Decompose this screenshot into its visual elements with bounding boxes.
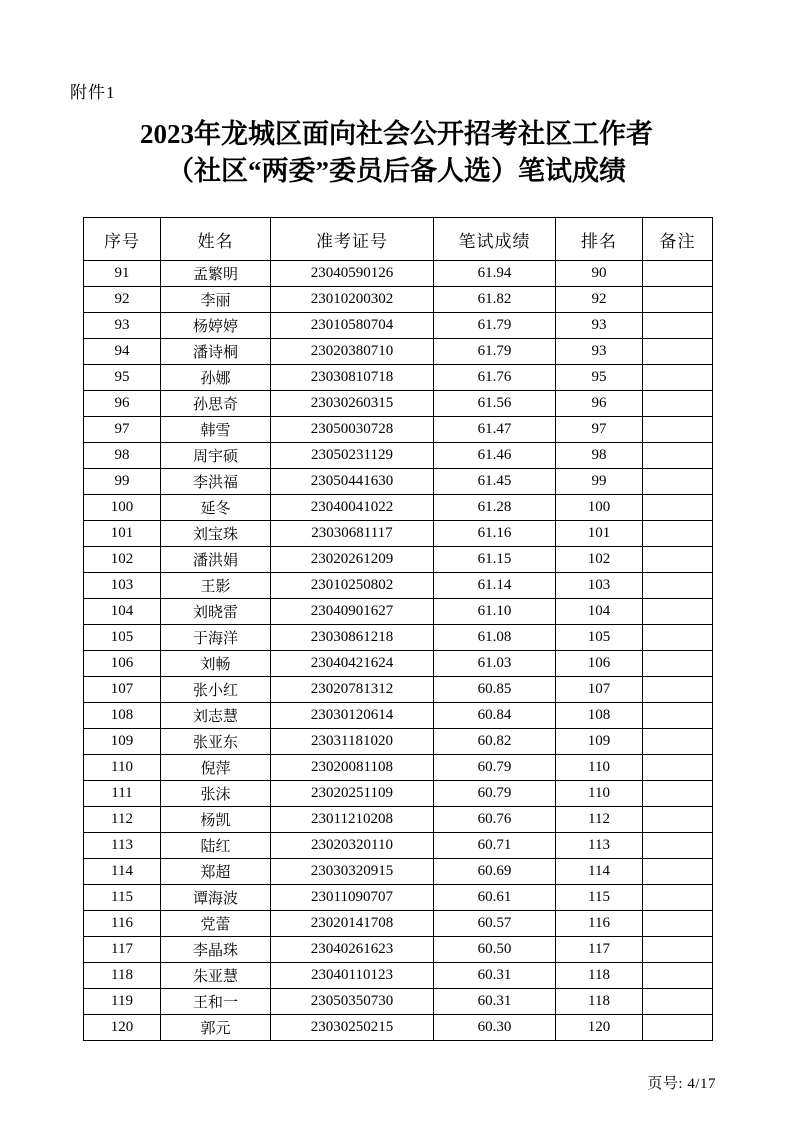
cell-ticket: 23010250802 [271,573,434,599]
cell-ticket: 23020380710 [271,339,434,365]
cell-rank: 110 [556,755,643,781]
cell-name: 王和一 [161,989,271,1015]
page-title-line2: （社区“两委”委员后备人选）笔试成绩 [167,156,626,186]
cell-no: 110 [84,755,161,781]
cell-name: 谭海波 [161,885,271,911]
cell-score: 60.30 [434,1015,556,1041]
cell-name: 孙娜 [161,365,271,391]
cell-no: 114 [84,859,161,885]
cell-name: 张沫 [161,781,271,807]
cell-ticket: 23030120614 [271,703,434,729]
cell-no: 95 [84,365,161,391]
table-header-row [84,218,713,261]
cell-no: 108 [84,703,161,729]
cell-score: 60.31 [434,989,556,1015]
cell-name: 杨凯 [161,807,271,833]
cell-score: 61.28 [434,495,556,521]
cell-no: 99 [84,469,161,495]
cell-score: 61.45 [434,469,556,495]
cell-rank: 106 [556,651,643,677]
cell-note [643,339,713,365]
cell-ticket: 23020320110 [271,833,434,859]
cell-name: 郑超 [161,859,271,885]
table-row [84,729,713,755]
cell-rank: 109 [556,729,643,755]
cell-note [643,651,713,677]
cell-name: 韩雪 [161,417,271,443]
cell-note [643,573,713,599]
cell-rank: 120 [556,1015,643,1041]
table-row [84,469,713,495]
cell-rank: 96 [556,391,643,417]
table-row [84,547,713,573]
cell-rank: 110 [556,781,643,807]
cell-score: 61.08 [434,625,556,651]
cell-name: 李洪福 [161,469,271,495]
table-row [84,443,713,469]
cell-no: 101 [84,521,161,547]
cell-name: 刘晓雷 [161,599,271,625]
cell-no: 102 [84,547,161,573]
table-row [84,417,713,443]
cell-name: 周宇硕 [161,443,271,469]
cell-name: 刘宝珠 [161,521,271,547]
cell-rank: 95 [556,365,643,391]
cell-score: 61.79 [434,313,556,339]
cell-no: 113 [84,833,161,859]
table-row [84,651,713,677]
cell-name: 王影 [161,573,271,599]
cell-no: 118 [84,963,161,989]
cell-rank: 98 [556,443,643,469]
cell-no: 96 [84,391,161,417]
cell-note [643,391,713,417]
table-row [84,885,713,911]
cell-ticket: 23040110123 [271,963,434,989]
cell-score: 61.56 [434,391,556,417]
column-header-ticket: 准考证号 [271,218,434,261]
cell-no: 104 [84,599,161,625]
cell-name: 潘诗桐 [161,339,271,365]
cell-name: 张亚东 [161,729,271,755]
cell-note [643,469,713,495]
column-header-name: 姓名 [161,218,271,261]
cell-rank: 97 [556,417,643,443]
cell-ticket: 23040590126 [271,261,434,287]
cell-ticket: 23030810718 [271,365,434,391]
cell-score: 60.85 [434,677,556,703]
attachment-label: 附件1 [70,83,116,102]
cell-rank: 104 [556,599,643,625]
cell-ticket: 23031181020 [271,729,434,755]
cell-rank: 99 [556,469,643,495]
cell-note [643,1015,713,1041]
cell-ticket: 23010580704 [271,313,434,339]
cell-no: 106 [84,651,161,677]
table-row [84,911,713,937]
cell-score: 60.61 [434,885,556,911]
cell-no: 109 [84,729,161,755]
cell-no: 94 [84,339,161,365]
cell-note [643,443,713,469]
cell-note [643,365,713,391]
table-row [84,937,713,963]
cell-no: 107 [84,677,161,703]
cell-rank: 93 [556,339,643,365]
cell-note [643,729,713,755]
column-header-no: 序号 [84,218,161,261]
cell-name: 朱亚慧 [161,963,271,989]
cell-no: 91 [84,261,161,287]
cell-score: 61.46 [434,443,556,469]
cell-score: 60.79 [434,755,556,781]
cell-score: 61.79 [434,339,556,365]
results-table [83,217,713,1041]
cell-score: 60.84 [434,703,556,729]
table-row [84,287,713,313]
column-header-rank: 排名 [556,218,643,261]
cell-ticket: 23011210208 [271,807,434,833]
cell-rank: 103 [556,573,643,599]
cell-no: 111 [84,781,161,807]
cell-rank: 107 [556,677,643,703]
column-header-note: 备注 [643,218,713,261]
table-row [84,365,713,391]
cell-name: 刘志慧 [161,703,271,729]
cell-no: 98 [84,443,161,469]
cell-rank: 118 [556,963,643,989]
table-row [84,1015,713,1041]
cell-ticket: 23020251109 [271,781,434,807]
cell-ticket: 23030320915 [271,859,434,885]
cell-note [643,859,713,885]
cell-note [643,807,713,833]
cell-ticket: 23020141708 [271,911,434,937]
cell-rank: 112 [556,807,643,833]
table-row [84,859,713,885]
cell-note [643,495,713,521]
cell-score: 61.16 [434,521,556,547]
cell-name: 郭元 [161,1015,271,1041]
cell-name: 孙思奇 [161,391,271,417]
cell-ticket: 23040901627 [271,599,434,625]
table-row [84,703,713,729]
cell-score: 60.79 [434,781,556,807]
cell-name: 孟繁明 [161,261,271,287]
cell-name: 于海洋 [161,625,271,651]
cell-rank: 116 [556,911,643,937]
table-row [84,781,713,807]
cell-no: 100 [84,495,161,521]
cell-note [643,937,713,963]
cell-score: 60.82 [434,729,556,755]
cell-no: 119 [84,989,161,1015]
cell-name: 党蕾 [161,911,271,937]
cell-rank: 101 [556,521,643,547]
cell-ticket: 23020261209 [271,547,434,573]
results-table-container [83,217,713,1041]
cell-note [643,313,713,339]
table-row [84,339,713,365]
cell-score: 61.82 [434,287,556,313]
table-row [84,755,713,781]
cell-ticket: 23030861218 [271,625,434,651]
table-row [84,521,713,547]
cell-no: 116 [84,911,161,937]
table-row [84,807,713,833]
cell-score: 60.71 [434,833,556,859]
cell-name: 倪萍 [161,755,271,781]
table-row [84,677,713,703]
cell-note [643,885,713,911]
cell-note [643,703,713,729]
cell-ticket: 23030681117 [271,521,434,547]
cell-no: 105 [84,625,161,651]
cell-no: 103 [84,573,161,599]
page-title [0,116,793,190]
table-row [84,963,713,989]
cell-ticket: 23050030728 [271,417,434,443]
cell-note [643,963,713,989]
cell-ticket: 23030260315 [271,391,434,417]
table-row [84,625,713,651]
cell-ticket: 23030250215 [271,1015,434,1041]
cell-score: 61.10 [434,599,556,625]
cell-note [643,599,713,625]
cell-name: 杨婷婷 [161,313,271,339]
cell-name: 张小红 [161,677,271,703]
cell-score: 61.94 [434,261,556,287]
cell-score: 61.76 [434,365,556,391]
cell-note [643,261,713,287]
cell-ticket: 23050350730 [271,989,434,1015]
cell-score: 61.03 [434,651,556,677]
cell-no: 120 [84,1015,161,1041]
cell-name: 延冬 [161,495,271,521]
cell-score: 61.15 [434,547,556,573]
cell-note [643,755,713,781]
table-row [84,833,713,859]
cell-note [643,547,713,573]
table-body [84,261,713,1041]
cell-ticket: 23020081108 [271,755,434,781]
cell-note [643,911,713,937]
cell-ticket: 23050441630 [271,469,434,495]
cell-rank: 90 [556,261,643,287]
table-row [84,573,713,599]
cell-rank: 113 [556,833,643,859]
table-row [84,495,713,521]
cell-ticket: 23020781312 [271,677,434,703]
page-number: 页号: 4/17 [647,1076,716,1092]
cell-rank: 118 [556,989,643,1015]
cell-note [643,833,713,859]
cell-rank: 117 [556,937,643,963]
cell-no: 115 [84,885,161,911]
cell-no: 97 [84,417,161,443]
cell-note [643,521,713,547]
cell-ticket: 23040261623 [271,937,434,963]
cell-note [643,417,713,443]
cell-note [643,287,713,313]
cell-name: 李晶珠 [161,937,271,963]
cell-rank: 105 [556,625,643,651]
cell-score: 60.76 [434,807,556,833]
cell-ticket: 23050231129 [271,443,434,469]
cell-name: 陆红 [161,833,271,859]
cell-no: 117 [84,937,161,963]
table-row [84,599,713,625]
cell-ticket: 23040421624 [271,651,434,677]
table-row [84,313,713,339]
cell-no: 93 [84,313,161,339]
cell-score: 60.57 [434,911,556,937]
cell-rank: 108 [556,703,643,729]
cell-score: 61.14 [434,573,556,599]
cell-ticket: 23040041022 [271,495,434,521]
cell-note [643,677,713,703]
table-row [84,989,713,1015]
cell-ticket: 23010200302 [271,287,434,313]
cell-rank: 100 [556,495,643,521]
column-header-score: 笔试成绩 [434,218,556,261]
cell-note [643,989,713,1015]
cell-no: 92 [84,287,161,313]
cell-score: 61.47 [434,417,556,443]
cell-note [643,781,713,807]
cell-rank: 114 [556,859,643,885]
cell-score: 60.50 [434,937,556,963]
cell-name: 潘洪娟 [161,547,271,573]
cell-note [643,625,713,651]
cell-score: 60.31 [434,963,556,989]
table-row [84,261,713,287]
table-row [84,391,713,417]
cell-rank: 115 [556,885,643,911]
cell-no: 112 [84,807,161,833]
cell-name: 刘畅 [161,651,271,677]
cell-rank: 93 [556,313,643,339]
cell-rank: 102 [556,547,643,573]
cell-score: 60.69 [434,859,556,885]
cell-ticket: 23011090707 [271,885,434,911]
cell-rank: 92 [556,287,643,313]
page-title-line1: 2023年龙城区面向社会公开招考社区工作者 [140,119,653,149]
cell-name: 李丽 [161,287,271,313]
